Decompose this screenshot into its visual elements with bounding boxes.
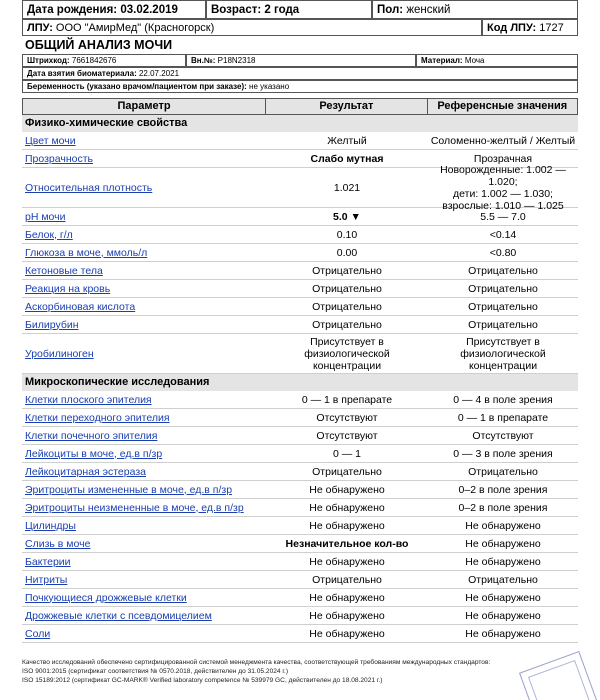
dob-label: Дата рождения: — [27, 4, 118, 16]
reference-value: Не обнаружено — [465, 555, 541, 568]
parameter-link[interactable]: Слизь в моче — [25, 537, 91, 550]
result-value: Отрицательно — [312, 573, 382, 586]
parameter-link[interactable]: Клетки плоского эпителия — [25, 393, 152, 406]
reference-value: Отрицательно — [468, 282, 538, 295]
parameter-link[interactable]: Реакция на кровь — [25, 282, 111, 295]
parameter-link[interactable]: Лейкоциты в моче, ед.в п/зр — [25, 447, 163, 460]
parameter-link[interactable]: Лейкоцитарная эстераза — [25, 465, 146, 478]
reference-value: 0 — 1 в препарате — [457, 411, 549, 424]
table-row — [22, 316, 578, 334]
age-value: 2 года — [264, 4, 300, 16]
sex-value: женский — [406, 4, 451, 16]
result-value: 1.021 — [333, 181, 361, 194]
table-row — [22, 445, 578, 463]
footer-line: ISO 9001:2015 (сертификат соответствия № 0570.2018, действителен до 31.05.2024 г.) — [22, 667, 289, 675]
footer-line: Качество исследований обеспечено сертифицированной системой менеджмента качества, соответствующей требованиям международных стандартов: — [22, 659, 491, 666]
reference-value: Отсутствуют — [472, 429, 534, 442]
lpu-cell — [22, 19, 482, 36]
result-value: Отсутствуют — [316, 411, 378, 424]
table-row — [22, 208, 578, 226]
barcode-value: 7661842676 — [71, 56, 117, 65]
lpu-code-cell — [482, 19, 578, 36]
result-value: Присутствует в физиологической концентрации — [304, 335, 390, 372]
section-header: Микроскопические исследования — [22, 374, 578, 391]
result-value: 0 — 1 — [332, 447, 361, 460]
vn-cell — [186, 54, 416, 67]
reference-value: Отрицательно — [468, 465, 538, 478]
table-row — [22, 280, 578, 298]
parameter-link[interactable]: Глюкоза в моче, ммоль/л — [25, 246, 148, 259]
reference-value: Не обнаружено — [465, 609, 541, 622]
parameter-link[interactable]: Уробилиноген — [25, 347, 94, 360]
column-header-result: Результат — [266, 99, 427, 114]
parameter-link[interactable]: Эритроциты неизмененные в моче, ед.в п/зр — [25, 501, 244, 514]
sample-ids-row — [22, 54, 578, 67]
table-row — [22, 427, 578, 445]
reference-value: Не обнаружено — [465, 537, 541, 550]
reference-value: Не обнаружено — [465, 627, 541, 640]
reference-value: Отрицательно — [468, 264, 538, 277]
table-row — [22, 553, 578, 571]
pregnancy-row — [22, 80, 578, 93]
patient-info-row — [22, 0, 578, 19]
pregnancy-value: не указано — [249, 82, 290, 91]
reference-value: Новорожденные: 1.002 — 1.020; дети: 1.002 — 1.030; взрослые: 1.010 — 1.025 — [440, 163, 566, 212]
barcode-label: Штрихкод: — [27, 56, 70, 65]
lpu-label: ЛПУ: — [27, 22, 53, 34]
age-label: Возраст: — [211, 4, 262, 16]
parameter-link[interactable]: Белок, г/л — [25, 228, 73, 241]
result-value: Отсутствуют — [316, 429, 378, 442]
reference-value: <0.14 — [489, 228, 517, 241]
table-row — [22, 244, 578, 262]
lpu-code-label: Код ЛПУ: — [487, 22, 537, 34]
reference-value: Прозрачная — [473, 152, 533, 165]
reference-value: 0 — 3 в поле зрения — [453, 447, 553, 460]
table-row — [22, 481, 578, 499]
table-row — [22, 298, 578, 316]
reference-value: Не обнаружено — [465, 519, 541, 532]
result-value: Отрицательно — [312, 465, 382, 478]
dob-cell — [22, 0, 206, 19]
reference-value: 5.5 — 7.0 — [480, 210, 526, 223]
table-row — [22, 163, 578, 212]
reference-value: 0–2 в поле зрения — [458, 501, 548, 514]
result-value: 5.0 ▼ — [333, 210, 361, 223]
reference-value: Соломенно-желтый / Желтый — [430, 134, 576, 147]
table-row — [22, 226, 578, 244]
result-value: Отрицательно — [312, 300, 382, 313]
vn-value: P18N2318 — [217, 56, 256, 65]
parameter-link[interactable]: Кетоновые тела — [25, 264, 103, 277]
reference-value: <0.80 — [489, 246, 517, 259]
result-value: Не обнаружено — [309, 483, 385, 496]
table-row — [22, 625, 578, 643]
dob-value: 03.02.2019 — [120, 4, 178, 16]
column-header-param: Параметр — [23, 99, 266, 114]
sex-cell — [372, 0, 578, 19]
reference-value: Не обнаружено — [465, 591, 541, 604]
result-value: Слабо мутная — [310, 152, 384, 165]
parameter-link[interactable]: Эритроциты измененные в моче, ед.в п/зр — [25, 483, 233, 496]
footer-line: ISO 15189:2012 (сертификат GC-MARK® Verified laboratory competence № 539979 GC, действителен до 18.08.2021 г.) — [22, 676, 383, 684]
table-row — [22, 132, 578, 150]
result-value: Не обнаружено — [309, 501, 385, 514]
table-row — [22, 571, 578, 589]
parameter-link[interactable]: Аскорбиновая кислота — [25, 300, 136, 313]
vn-label: Вн.№: — [191, 56, 216, 65]
result-value: Не обнаружено — [309, 627, 385, 640]
table-row — [22, 391, 578, 409]
reference-value: Присутствует в физиологической концентрации — [460, 335, 546, 372]
table-row — [22, 262, 578, 280]
table-row — [22, 607, 578, 625]
result-value: Отрицательно — [312, 282, 382, 295]
parameter-link[interactable]: Бактерии — [25, 555, 71, 568]
result-value: Не обнаружено — [309, 555, 385, 568]
parameter-link[interactable]: Цвет мочи — [25, 134, 76, 147]
result-value: 0.10 — [336, 228, 358, 241]
reference-value: 0 — 4 в поле зрения — [453, 393, 553, 406]
column-header-reference: Референсные значения — [437, 100, 568, 112]
pregnancy-cell — [22, 80, 578, 93]
pregnancy-label: Беременность (указано врачом/пациентом при заказе): — [27, 82, 247, 91]
table-row — [22, 334, 578, 374]
result-value: 0 — 1 в препарате — [301, 393, 393, 406]
reference-value: Отрицательно — [468, 318, 538, 331]
certification-footer — [22, 659, 578, 685]
result-value: Незначительное кол-во — [285, 537, 409, 550]
table-row — [22, 535, 578, 553]
material-label: Материал: — [421, 56, 463, 65]
parameter-link[interactable]: Почкующиеся дрожжевые клетки — [25, 591, 187, 604]
barcode-cell — [22, 54, 186, 67]
lpu-value: ООО "АмирМед" (Красногорск) — [55, 22, 215, 34]
table-row — [22, 589, 578, 607]
result-value: Отрицательно — [312, 318, 382, 331]
table-row — [22, 499, 578, 517]
parameter-link[interactable]: Клетки почечного эпителия — [25, 429, 158, 442]
section-header: Физико-химические свойства — [22, 115, 578, 132]
lpu-code-value: 1727 — [539, 22, 564, 34]
document-title: ОБЩИЙ АНАЛИЗ МОЧИ — [25, 38, 173, 52]
parameter-link[interactable]: Клетки переходного эпителия — [25, 411, 170, 424]
sample-date-label: Дата взятия биоматериала: — [27, 69, 137, 78]
parameter-link[interactable]: pH мочи — [25, 210, 66, 223]
parameter-link[interactable]: Билирубин — [25, 318, 79, 331]
reference-value: 0–2 в поле зрения — [458, 483, 548, 496]
result-value: Не обнаружено — [309, 591, 385, 604]
sample-date-value: 22.07.2021 — [138, 69, 180, 78]
results-table — [22, 115, 578, 643]
table-row — [22, 463, 578, 481]
age-cell — [206, 0, 372, 19]
parameter-link[interactable]: Соли — [25, 627, 51, 640]
sample-date-row — [22, 67, 578, 80]
result-value: Отрицательно — [312, 264, 382, 277]
reference-value: Отрицательно — [468, 573, 538, 586]
parameter-link[interactable]: Дрожжевые клетки с псевдомицелием — [25, 609, 212, 622]
parameter-link[interactable]: Относительная плотность — [25, 181, 153, 194]
results-table-header — [22, 98, 578, 115]
sex-label: Пол: — [377, 4, 404, 16]
result-value: Не обнаружено — [309, 609, 385, 622]
lpu-row — [22, 19, 578, 36]
material-cell — [416, 54, 578, 67]
report — [22, 0, 578, 643]
parameter-link[interactable]: Прозрачность — [25, 152, 94, 165]
parameter-link[interactable]: Цилиндры — [25, 519, 76, 532]
parameter-link[interactable]: Нитриты — [25, 573, 68, 586]
sample-date-cell — [22, 67, 578, 80]
table-row — [22, 517, 578, 535]
result-value: 0.00 — [336, 246, 358, 259]
reference-value: Отрицательно — [468, 300, 538, 313]
table-row — [22, 409, 578, 427]
result-value: Не обнаружено — [309, 519, 385, 532]
result-value: Желтый — [327, 134, 367, 147]
material-value: Моча — [464, 56, 485, 65]
